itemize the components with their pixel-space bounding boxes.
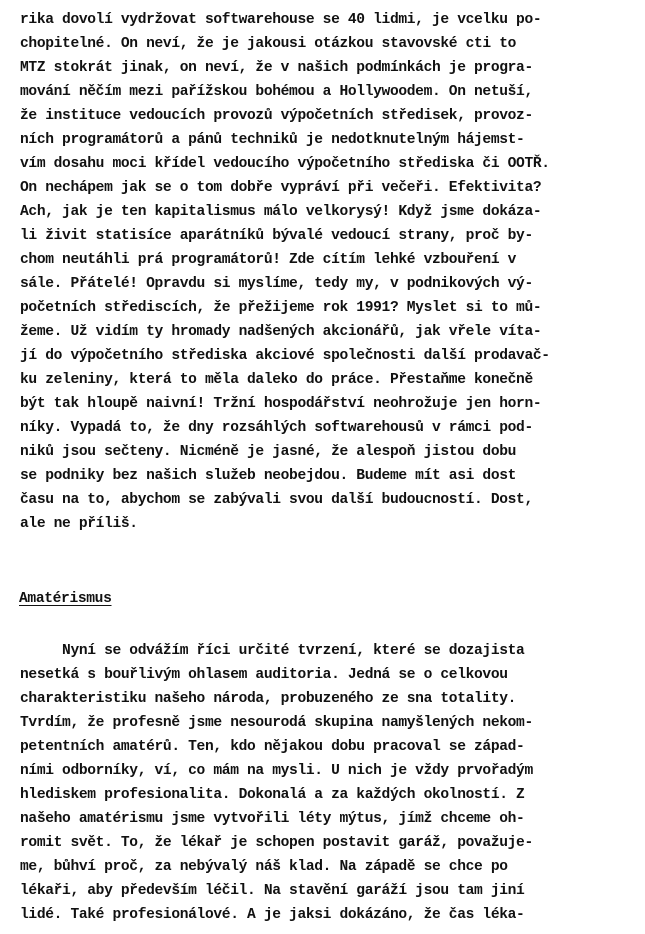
paragraph-line: chom neutáhli prá programátorů! Zde cítím lehké vzbouření v [20, 252, 517, 268]
paragraph-line: rika dovolí vydržovat softwarehouse se 40 lidmi, je vcelku po- [20, 12, 542, 28]
paragraph-line: být tak hloupě naivní! Tržní hospodářství neohrožuje jen horn- [20, 396, 542, 412]
paragraph-line: MTZ stokrát jinak, on neví, že v našich podmínkách je progra- [20, 60, 533, 76]
paragraph-line: romit svět. To, že lékař je schopen postavit garáž, považuje- [20, 835, 533, 851]
paragraph-line: ních programátorů a pánů techniků je nedotknutelným hájemst- [20, 132, 525, 148]
paragraph-line: nesetká s bouřlivým ohlasem auditoria. Jedná se o celkovou [20, 667, 508, 683]
paragraph-line: ními odborníky, ví, co mám na mysli. U nich je vždy prvořadým [20, 763, 533, 779]
paragraph-line: me, bůhví proč, za nebývalý náš klad. Na západě se chce po [20, 859, 508, 875]
paragraph-line: Tvrdím, že profesně jsme nesourodá skupina namyšlených nekom- [20, 715, 533, 731]
paragraph-line: lidé. Také profesionálové. A je jaksi dokázáno, že čas léka- [20, 907, 525, 923]
paragraph-line: ku zeleniny, která to měla daleko do práce. Přestaňme konečně [20, 372, 533, 388]
paragraph-line: vím dosahu moci křídel vedoucího výpočetního střediska či OOTŘ. [20, 156, 550, 172]
paragraph-line: lékaři, aby především léčil. Na stavění garáží jsou tam jiní [20, 883, 525, 899]
paragraph-line: se podniky bez našich služeb neobejdou. Budeme mít asi dost [20, 468, 517, 484]
paragraph-line: sále. Přátelé! Opravdu si myslíme, tedy my, v podnikových vý- [20, 276, 533, 292]
paragraph-line: času na to, abychom se zabývali svou další budoucností. Dost, [20, 492, 533, 508]
paragraph-line: mování něčím mezi pařížskou bohémou a Hollywoodem. On netuší, [20, 84, 533, 100]
paragraph-line: níky. Vypadá to, že dny rozsáhlých softwarehousů v rámci pod- [20, 420, 533, 436]
paragraph-line: žeme. Už vidím ty hromady nadšených akcionářů, jak vřele víta- [20, 324, 542, 340]
paragraph-line: On nechápem jak se o tom dobře vypráví při večeři. Efektivita? [20, 180, 542, 196]
paragraph-line: li živit statisíce aparátníků bývalé vedoucí strany, proč by- [20, 228, 533, 244]
paragraph-line: Ach, jak je ten kapitalismus málo velkorysý! Když jsme dokáza- [20, 204, 542, 220]
paragraph-line: že instituce vedoucích provozů výpočetních středisek, provoz- [20, 108, 533, 124]
paragraph-line: charakteristiku našeho národa, probuzeného ze sna totality. [20, 691, 517, 707]
paragraph-line: niků jsou sečteny. Nicméně je jasné, že alespoň jistou dobu [20, 444, 517, 460]
paragraph-line: chopitelné. On neví, že je jakousi otázkou stavovské cti to [20, 36, 517, 52]
paragraph-line: našeho amatérismu jsme vytvořili léty mýtus, jímž chceme oh- [20, 811, 525, 827]
paragraph-line: početních střediscích, že přežijeme rok 1991? Myslet si to mů- [20, 300, 542, 316]
paragraph-line: hlediskem profesionalita. Dokonalá a za každých okolností. Z [20, 787, 525, 803]
section-heading: Amatérismus [19, 591, 112, 607]
paragraph-line: jí do výpočetního střediska akciové společnosti další prodavač- [20, 348, 550, 364]
paragraph-line: petentních amatérů. Ten, kdo nějakou dobu pracoval se západ- [20, 739, 525, 755]
paragraph-line: ale ne příliš. [20, 516, 138, 532]
paragraph-line: Nyní se odvážím říci určité tvrzení, které se dozajista [20, 643, 525, 659]
